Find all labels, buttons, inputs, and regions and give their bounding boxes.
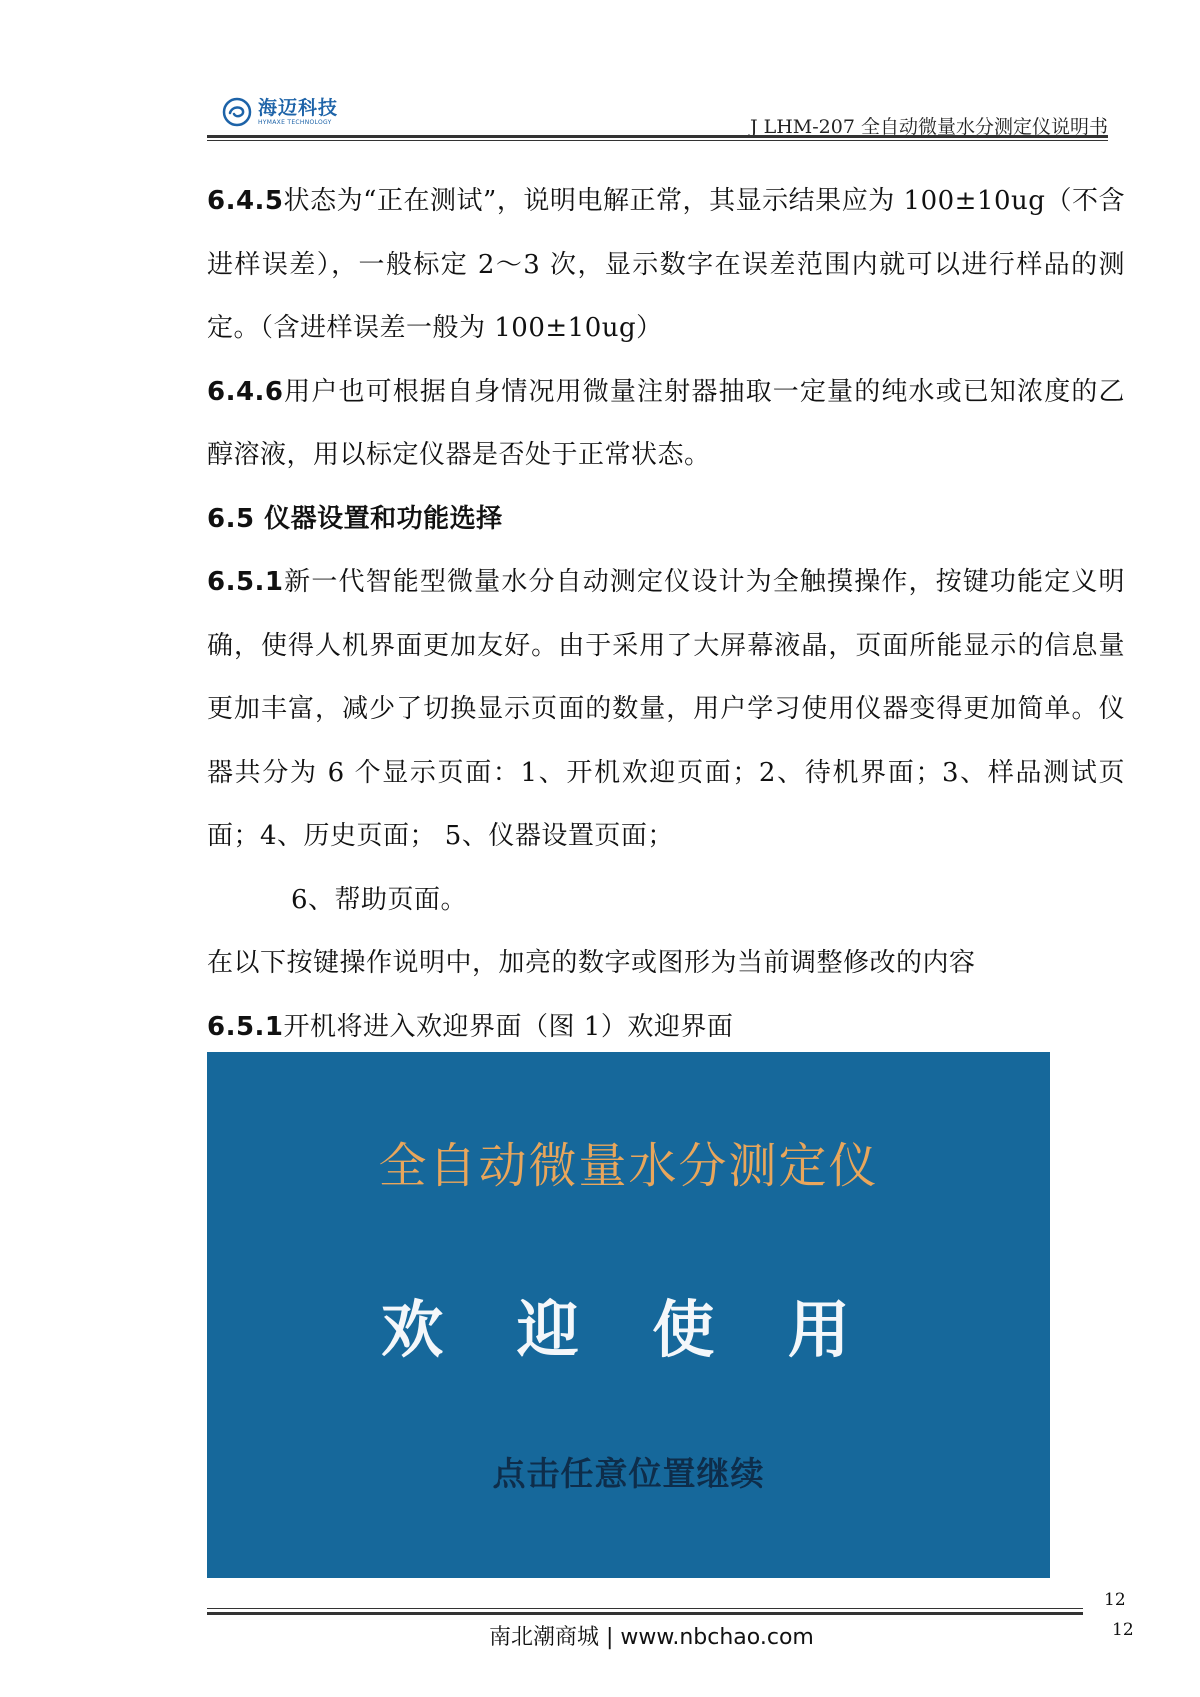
logo-swirl-icon: [222, 97, 252, 127]
paragraph-help-page: 6、帮助页面。: [291, 884, 468, 915]
paragraph-text: 新一代智能型微量水分自动测定仪设计为全触摸操作，按键功能定义明确，使得人机界面更加友好。由于采用了大屏幕液晶，页面所能显示的信息量更加丰富，减少了切换显示页面的数量，用户学习使用仪器变得更加简单。仪器共分为 6 个显示页面：1、开机欢迎页面；2、待机界面；3、样品测试页面；4、历史页面； 5、仪器设置页面；: [207, 567, 1125, 851]
paragraph-instruction-note: 在以下按键操作说明中，加亮的数字或图形为当前调整修改的内容: [207, 948, 976, 978]
section-number: 6.5.1: [207, 567, 284, 597]
page-number: 12: [1104, 1590, 1126, 1610]
footer-website: 南北潮商城 | www.nbchao.com: [489, 1625, 814, 1650]
paragraph-text: 用户也可根据自身情况用微量注射器抽取一定量的纯水或已知浓度的乙醇溶液，用以标定仪器是否处于正常状态。: [207, 376, 1125, 470]
footer-rule-thin: [207, 1608, 1083, 1609]
welcome-screen-title: 全自动微量水分测定仪: [378, 1138, 879, 1194]
section-number: 6.5.1: [207, 1011, 284, 1042]
welcome-screen-hint: 点击任意位置继续: [492, 1454, 765, 1493]
document-title: J LHM-207 全自动微量水分测定仪说明书: [749, 116, 1108, 138]
company-logo: [222, 95, 338, 129]
logo-chinese-name: 海迈科技: [258, 96, 339, 119]
section-number: 6.4.6: [207, 376, 284, 407]
document-body: [207, 170, 1125, 1059]
header-rule-thin: [207, 140, 1108, 141]
page-number-secondary: 12: [1112, 1620, 1134, 1640]
paragraph-text: 开机将进入欢迎界面（图 1）欢迎界面: [283, 1011, 734, 1042]
logo-english-name: HYMAXE TECHNOLOGY: [258, 118, 332, 126]
paragraph-6-4-6: [207, 361, 1125, 488]
paragraph-6-5-1-welcome: [207, 996, 1125, 1060]
section-number: 6.4.5: [207, 186, 284, 216]
paragraph-6-5-1: [207, 551, 1125, 869]
paragraph-6-4-5: [207, 170, 1125, 361]
paragraph-text: 状态为“正在测试”，说明电解正常，其显示结果应为 100±10ug（不含进样误差），一般标定 2～3 次，显示数字在误差范围内就可以进行样品的测定。（含进样误差一般为 100±10ug）: [207, 186, 1125, 343]
header-rule: [207, 135, 1108, 138]
footer-rule: [207, 1612, 1083, 1615]
welcome-screen-greeting: 欢 迎 使 用: [381, 1293, 876, 1366]
section-heading-6-5: 6.5 仪器设置和功能选择: [207, 503, 503, 534]
